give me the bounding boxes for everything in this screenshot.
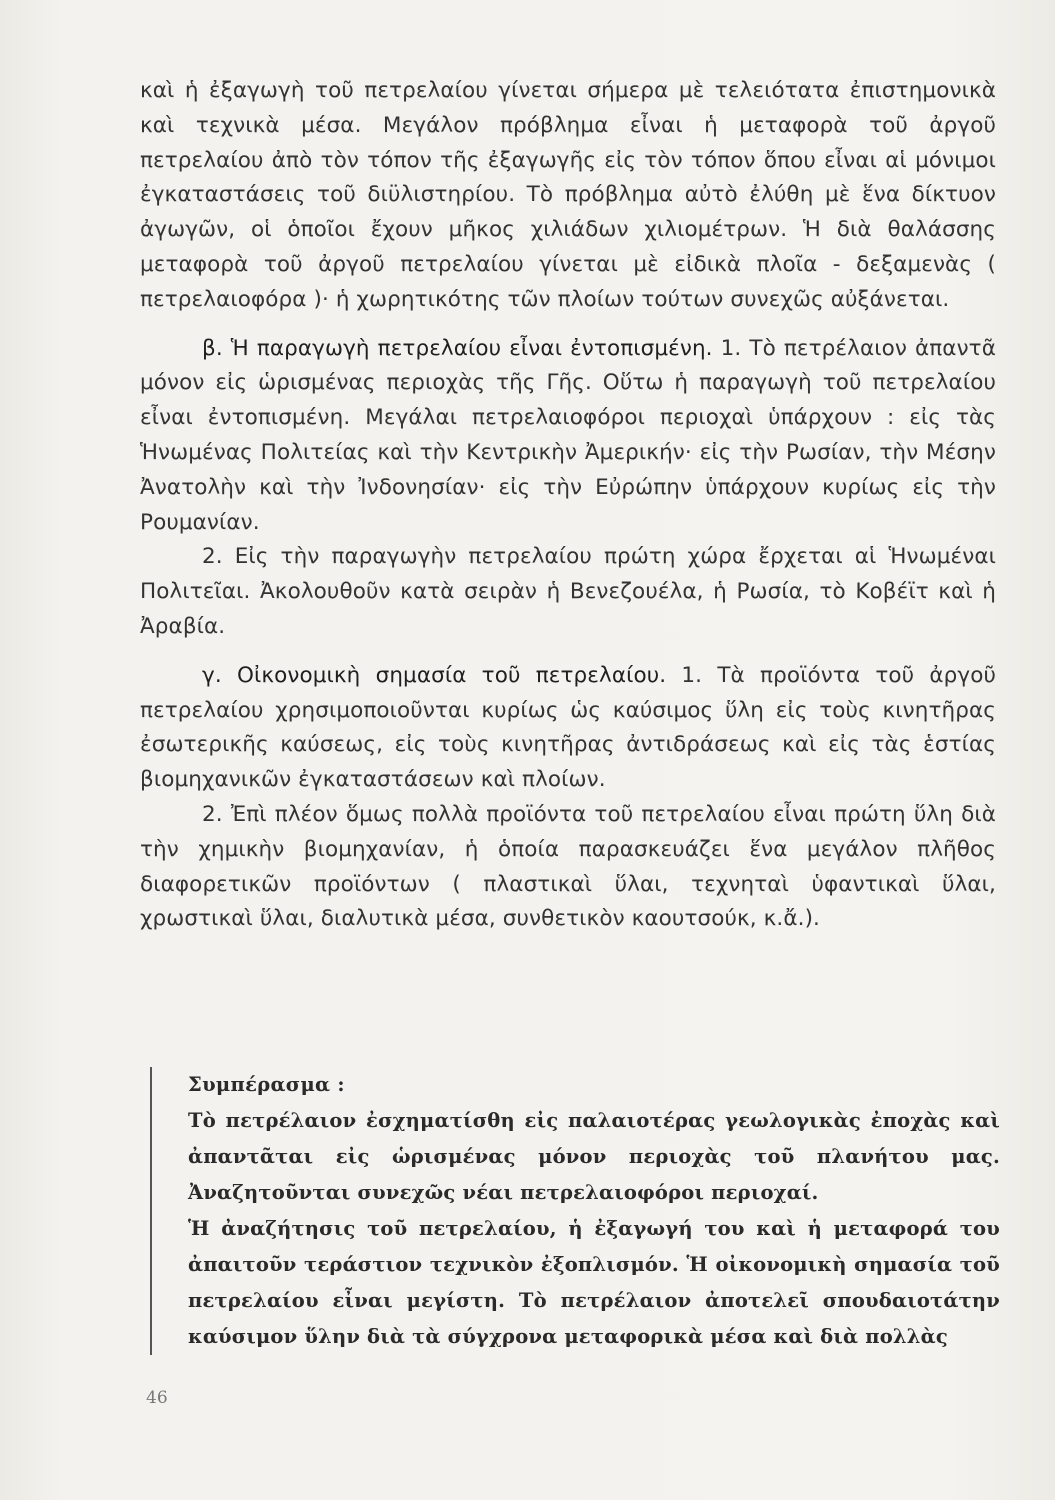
page-number: 46 bbox=[146, 1388, 168, 1408]
paragraph-economic-importance bbox=[140, 659, 996, 798]
summary-title: Συμπέρασμα : bbox=[188, 1073, 345, 1096]
summary-text-2: Ἡ ἀναζήτησις τοῦ πετρελαίου, ἡ ἐξαγωγή του καὶ ἡ μεταφορά του ἀπαιτοῦν τεράστιον τεχνικὸν ἐξοπλισμόν. Ἡ οἰκονομικὴ σημασία τοῦ πετρελαίου εἶναι μεγίστη. Τὸ πετρέλαιον ἀποτελεῖ σπουδαιοτάτην καύσιμον ὕλην διὰ τὰ σύγχρονα μεταφορικὰ μέσα καὶ διὰ πολλὰς bbox=[188, 1217, 1000, 1348]
section-text-b: 1. Τὸ πετρέλαιον ἀπαντᾶ μόνον εἰς ὡρισμένας περιοχὰς τῆς Γῆς. Οὕτω ἡ παραγωγὴ τοῦ πετρελαίου εἶναι ἐντοπισμένη. Μεγάλαι πετρελαιοφόροι περιοχαὶ ὑπάρχουν : εἰς τὰς Ἡνωμένας Πολιτείας καὶ τὴν Κεντρικὴν Ἀμερικήν· εἰς τὴν Ρωσίαν, τὴν Μέσην Ἀνατολὴν καὶ τὴν Ἰνδονησίαν· εἰς τὴν Εὐρώπην ὑπάρχουν κυρίως εἰς τὴν Ρουμανίαν. bbox=[140, 335, 996, 535]
section-heading-c: γ. Οἰκονομικὴ σημασία τοῦ πετρελαίου. bbox=[202, 662, 667, 688]
section-text-c: 1. Τὰ προϊόντα τοῦ ἀργοῦ πετρελαίου χρησιμοποιοῦνται κυρίως ὡς καύσιμος ὕλη εἰς τοὺς κινητῆρας ἐσωτερικῆς καύσεως, εἰς τοὺς κινητῆρας ἀντιδράσεως καὶ εἰς τὰς ἑστίας βιομηχανικῶν ἐγκαταστάσεων καὶ πλοίων. bbox=[140, 662, 996, 793]
section-heading-b: β. Ἡ παραγωγὴ πετρελαίου εἶναι ἐντοπισμένη. bbox=[202, 335, 713, 361]
paragraph-oil-transport: καὶ ἡ ἐξαγωγὴ τοῦ πετρελαίου γίνεται σήμερα μὲ τελειότατα ἐπιστημονικὰ καὶ τεχνικὰ μέσα. Μεγάλον πρόβλημα εἶναι ἡ μεταφορὰ τοῦ ἀργοῦ πετρελαίου ἀπὸ τὸν τόπον τῆς ἐξαγωγῆς εἰς τὸν τόπον ὅπου εἶναι αἱ μόνιμοι ἐγκαταστάσεις τοῦ διϋλιστηρίου. Τὸ πρόβλημα αὐτὸ ἐλύθη μὲ ἕνα δίκτυον ἀγωγῶν, οἱ ὁποῖοι ἔχουν μῆκος χιλιάδων χιλιομέτρων. Ἡ διὰ θαλάσσης μεταφορὰ τοῦ ἀργοῦ πετρελαίου γίνεται μὲ εἰδικὰ πλοῖα - δεξαμενὰς ( πετρελαιοφόρα )· ἡ χωρητικότης τῶν πλοίων τούτων συνεχῶς αὐξάνεται. bbox=[140, 78, 996, 312]
body-text bbox=[140, 74, 996, 937]
summary-box bbox=[150, 1067, 1000, 1355]
summary-text-1: Τὸ πετρέλαιον ἐσχηματίσθη εἰς παλαιοτέρας γεωλογικὰς ἐποχὰς καὶ ἀπαντᾶται εἰς ὡρισμένας μόνον περιοχὰς τοῦ πλανήτου μας. Ἀναζητοῦνται συνεχῶς νέαι πετρελαιοφόροι περιοχαί. bbox=[188, 1109, 1000, 1204]
paragraph-chemical-industry: 2. Ἐπὶ πλέον ὅμως πολλὰ προϊόντα τοῦ πετρελαίου εἶναι πρώτη ὕλη διὰ τὴν χημικὴν βιομηχανίαν, ἡ ὁποία παρασκευάζει ἕνα μεγάλον πλῆθος διαφορετικῶν προϊόντων ( πλαστικαὶ ὕλαι, τεχνηταὶ ὑφαντικαὶ ὕλαι, χρωστικαὶ ὕλαι, διαλυτικὰ μέσα, συνθετικὸν καουτσούκ, κ.ἄ.). bbox=[140, 801, 996, 932]
paragraph-production-localized bbox=[140, 332, 996, 541]
paragraph-top-producers: 2. Εἰς τὴν παραγωγὴν πετρελαίου πρώτη χώρα ἔρχεται αἱ Ἡνωμέναι Πολιτεῖαι. Ἀκολουθοῦν κατὰ σειρὰν ἡ Βενεζουέλα, ἡ Ρωσία, τὸ Κοβέϊτ καὶ ἡ Ἀραβία. bbox=[140, 544, 996, 639]
